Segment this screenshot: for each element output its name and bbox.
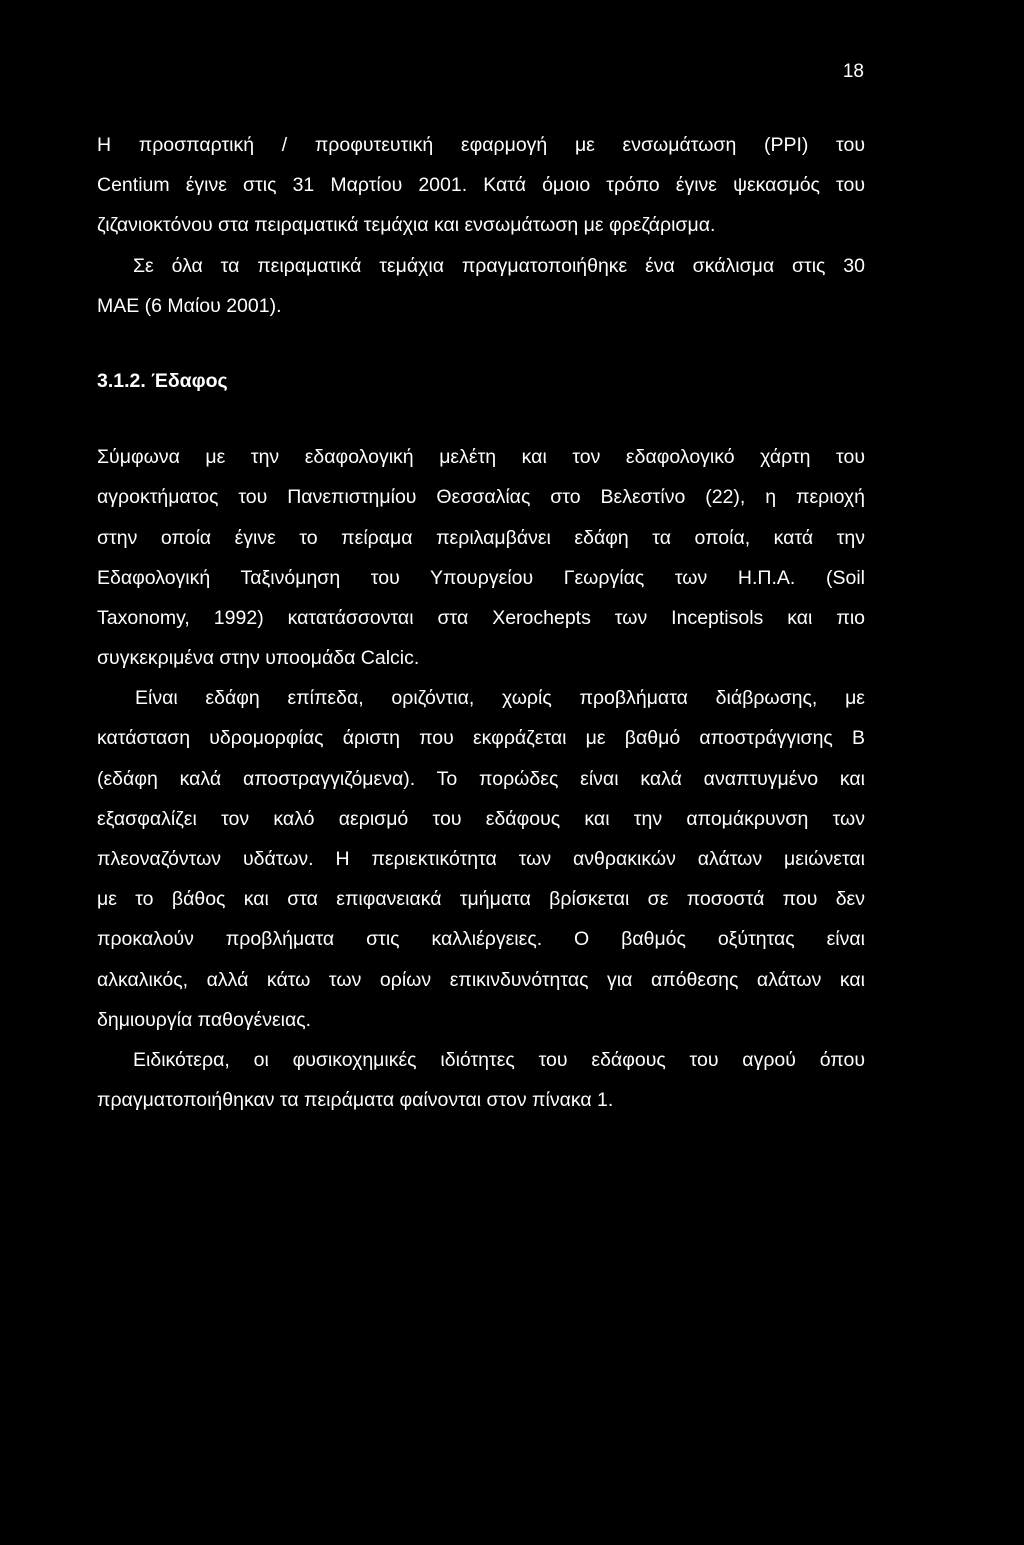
- text-line: κατάσταση υδρομορφίας άριστη που εκφράζεται με βαθμό αποστράγγισης B: [97, 727, 865, 750]
- text-line: ΜΑΕ (6 Μαίου 2001).: [97, 294, 282, 317]
- text-line: πραγματοποιήθηκαν τα πειράματα φαίνονται στον πίνακα 1.: [97, 1089, 614, 1112]
- text-line: αλκαλικός, αλλά κάτω των ορίων επικινδυνότητας για απόθεσης αλάτων και: [97, 968, 865, 991]
- text-line: Εδαφολογική Ταξινόμηση του Υπουργείου Γεωργίας των Η.Π.Α. (Soil: [97, 566, 865, 589]
- section-heading: 3.1.2. Έδαφος: [97, 369, 228, 392]
- text-line: δημιουργία παθογένειας.: [97, 1008, 312, 1031]
- paragraph-soil-properties: [97, 678, 865, 1040]
- paragraph-soil-classification: [97, 437, 865, 678]
- text-line: με το βάθος και στα επιφανειακά τμήματα βρίσκεται σε ποσοστά που δεν: [97, 888, 865, 911]
- text-line: προκαλούν προβλήματα στις καλλιέργειες. Ο βαθμός οξύτητας είναι: [97, 928, 865, 951]
- text-line: στην οποία έγινε το πείραμα περιλαμβάνει εδάφη τα οποία, κατά την: [97, 526, 865, 549]
- page-number: 18: [842, 61, 864, 82]
- paragraph-table-reference: [97, 1040, 865, 1120]
- text-line: (εδάφη καλά αποστραγγιζόμενα). Το πορώδες είναι καλά αναπτυγμένο και: [97, 767, 865, 790]
- text-line: Σε όλα τα πειραματικά τεμάχια πραγματοποιήθηκε ένα σκάλισμα στις 30: [133, 254, 865, 277]
- text-line: Η προσπαρτική / προφυτευτική εφαρμογή με ενσωμάτωση (PPI) του: [97, 134, 865, 156]
- text-line: αγροκτήματος του Πανεπιστημίου Θεσσαλίας στο Βελεστίνο (22), η περιοχή: [97, 486, 865, 509]
- text-line: ζιζανιοκτόνου στα πειραματικά τεμάχια και ενσωμάτωση με φρεζάρισμα.: [97, 214, 716, 237]
- text-line: Σύμφωνα με την εδαφολογική μελέτη και τον εδαφολογικό χάρτη του: [97, 446, 865, 469]
- text-line: Είναι εδάφη επίπεδα, οριζόντια, χωρίς προβλήματα διάβρωσης, με: [135, 687, 865, 710]
- text-line: Ειδικότερα, οι φυσικοχημικές ιδιότητες του εδάφους του αγρού όπου: [133, 1048, 865, 1071]
- text-line: συγκεκριμένα στην υποομάδα Calcic.: [97, 647, 420, 670]
- text-line: εξασφαλίζει τον καλό αερισμό του εδάφους και την απομάκρυνση των: [97, 807, 865, 830]
- paragraph-hoeing: [97, 246, 865, 326]
- text-line: Taxonomy, 1992) κατατάσσονται στα Xerochepts των Inceptisols και πιο: [97, 606, 865, 629]
- text-line: πλεοναζόντων υδάτων. Η περιεκτικότητα των ανθρακικών αλάτων μειώνεται: [97, 848, 865, 871]
- document-body: [97, 125, 865, 1120]
- paragraph-ppi-application: [97, 125, 865, 246]
- text-line: Centium έγινε στις 31 Μαρτίου 2001. Κατά όμοιο τρόπο έγινε ψεκασμός του: [97, 174, 865, 197]
